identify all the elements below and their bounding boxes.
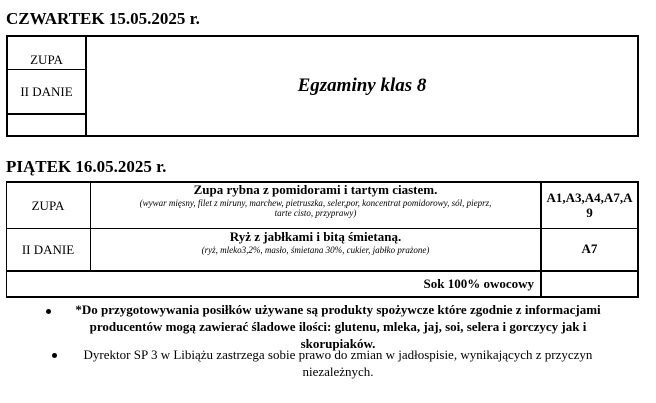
soup-ingredients-line2: tarte cisto, przyprawy) [274, 208, 357, 219]
course-soup-label: ZUPA [31, 197, 65, 213]
extra-drink: Sok 100% owocowy [423, 276, 534, 291]
course-column [8, 37, 87, 135]
soup-title: Zupa rybna z pomidorami i tartym ciastem. [193, 182, 438, 197]
soup-allergens [542, 183, 637, 228]
main-allergens: A7 [581, 241, 598, 257]
soup-description [91, 183, 540, 228]
main-description [91, 229, 540, 270]
course-main-label: II DANIE [21, 241, 75, 257]
allergen-note-line3: skorupiaków. [300, 336, 376, 351]
day-heading-friday: PIĄTEK 16.05.2025 r. [6, 157, 167, 176]
director-note-line2: niezależnych. [302, 364, 374, 379]
director-note [64, 346, 612, 380]
exam-notice: Egzaminy klas 8 [297, 75, 427, 96]
allergen-note-line2: producentów mogą zawierać śladowe ilości: glutenu, mleka, jaj, soi, selera i gorczycy jak i [89, 319, 587, 334]
bullet-icon [46, 309, 51, 314]
director-note-line1: Dyrektor SP 3 w Libiążu zastrzega sobie prawo do zmian w jadłospisie, wynikających z przyczyn [83, 347, 593, 362]
soup-allergens-line2: 9 [586, 204, 593, 220]
main-ingredients: (ryż, mleko3,2%, masło, śmietana 30%, cukier, jabłko prażone) [201, 244, 430, 255]
main-title: Ryż z jabłkami i bitą śmietaną. [229, 229, 402, 244]
allergen-note [64, 301, 612, 352]
soup-allergens-line1: A1,A3,A4,A7,A [546, 190, 633, 206]
bullet-icon [52, 353, 57, 358]
allergen-note-line1: *Do przygotowywania posiłków używane są produkty spożywcze które zgodnie z informacjami [75, 302, 601, 317]
soup-ingredients-line1: (wywar mięsny, filet z miruny, marchew, pietruszka, seler,por, koncentrat pomidorowy, sól, pieprz, [139, 197, 492, 208]
course-main-label: II DANIE [8, 70, 85, 115]
course-soup-label: ZUPA [8, 37, 85, 70]
menu-table-friday [6, 181, 639, 298]
menu-table-thursday [6, 35, 639, 137]
day-heading-thursday: CZWARTEK 15.05.2025 r. [6, 9, 200, 28]
course-extra-label [8, 115, 85, 137]
